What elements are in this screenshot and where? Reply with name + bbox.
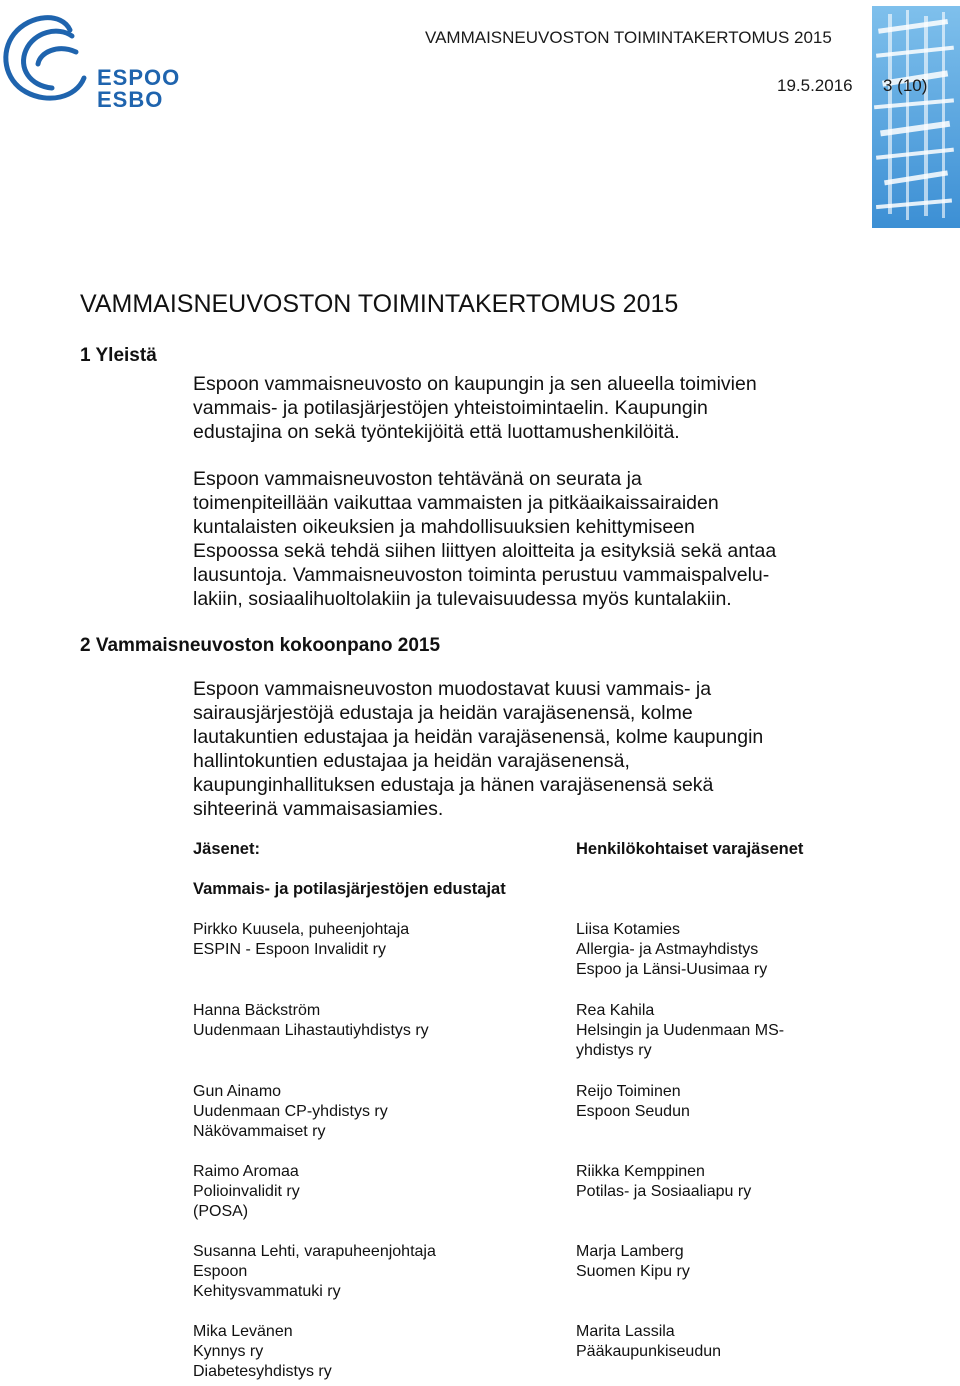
espoo-logo-icon bbox=[0, 8, 180, 108]
member-entry bbox=[193, 1322, 332, 1382]
document-title: VAMMAISNEUVOSTON TOIMINTAKERTOMUS 2015 bbox=[80, 290, 679, 318]
deputy-entry bbox=[576, 1082, 690, 1122]
text-line: edustajina on sekä työntekijöitä että luottamushenkilöitä. bbox=[193, 421, 680, 443]
member-organization: (POSA) bbox=[193, 1203, 249, 1220]
text-line: Espoon vammaisneuvoston muodostavat kuusi vammais- ja bbox=[193, 678, 712, 700]
text-line: lausuntoja. Vammaisneuvoston toiminta perustuu vammaispalvelu- bbox=[193, 564, 770, 586]
deputy-name: Riikka Kemppinen bbox=[576, 1163, 705, 1180]
deputy-organization: Potilas- ja Sosiaaliapu ry bbox=[576, 1183, 752, 1200]
text-line: Espoossa sekä tehdä siihen liittyen aloitteita ja esityksiä sekä antaa bbox=[193, 540, 777, 562]
deputy-name: Reijo Toiminen bbox=[576, 1083, 681, 1100]
text-line: sihteerinä vammaisasiamies. bbox=[193, 798, 444, 820]
member-entry bbox=[193, 1001, 429, 1041]
member-organization: Uudenmaan CP-yhdistys ry bbox=[193, 1103, 388, 1120]
section-heading-yleista: 1 Yleistä bbox=[80, 345, 157, 366]
deputy-name: Marja Lamberg bbox=[576, 1243, 684, 1260]
member-organization: Kynnys ry bbox=[193, 1343, 264, 1360]
member-organization: Kehitysvammatuki ry bbox=[193, 1283, 341, 1300]
deputy-entry bbox=[576, 1242, 690, 1282]
deputy-entry bbox=[576, 920, 767, 980]
deputy-organization: Pääkaupunkiseudun bbox=[576, 1343, 722, 1360]
member-name: Mika Levänen bbox=[193, 1323, 293, 1340]
deputy-entry bbox=[576, 1322, 721, 1362]
text-line: toimenpiteillään vaikuttaa vammaisten ja pitkäaikaissairaiden bbox=[193, 492, 719, 514]
header-date: 19.5.2016 bbox=[777, 76, 853, 95]
member-organization: Polioinvalidit ry bbox=[193, 1183, 300, 1200]
deputy-organization: Helsingin ja Uudenmaan MS- bbox=[576, 1022, 785, 1039]
deputy-entry bbox=[576, 1001, 784, 1061]
deputy-organization: Suomen Kipu ry bbox=[576, 1263, 690, 1280]
deputies-column-header: Henkilökohtaiset varajäsenet bbox=[576, 840, 804, 858]
header-document-title: VAMMAISNEUVOSTON TOIMINTAKERTOMUS 2015 bbox=[425, 28, 832, 47]
deputy-name: Liisa Kotamies bbox=[576, 921, 681, 938]
member-entry bbox=[193, 1082, 388, 1142]
text-line: lautakuntien edustajaa ja heidän varajäsenensä, kolme kaupungin bbox=[193, 726, 764, 748]
member-name: Pirkko Kuusela, puheenjohtaja bbox=[193, 921, 410, 938]
member-organization: Espoon bbox=[193, 1263, 248, 1280]
group-heading: Vammais- ja potilasjärjestöjen edustajat bbox=[193, 880, 506, 898]
text-line: hallintokuntien edustajaa ja heidän varajäsenensä, bbox=[193, 750, 630, 772]
member-organization: Diabetesyhdistys ry bbox=[193, 1363, 332, 1380]
member-organization: Näkövammaiset ry bbox=[193, 1123, 326, 1140]
member-entry bbox=[193, 1242, 436, 1302]
logo-text-espoo: ESPOO bbox=[97, 65, 180, 90]
header-page-number: 3 (10) bbox=[883, 76, 928, 95]
member-name: Hanna Bäckström bbox=[193, 1002, 321, 1019]
section-heading-kokoonpano: 2 Vammaisneuvoston kokoonpano 2015 bbox=[80, 635, 441, 656]
member-entry bbox=[193, 1162, 300, 1222]
text-line: kuntalaisten oikeuksien ja mahdollisuuksien kehittymiseen bbox=[193, 516, 695, 538]
member-organization: ESPIN - Espoon Invalidit ry bbox=[193, 941, 386, 958]
text-line: lakiin, sosiaalihuoltolakiin ja tulevaisuudessa myös kuntalakiin. bbox=[193, 588, 732, 610]
deputy-name: Marita Lassila bbox=[576, 1323, 675, 1340]
paragraph-yleista-2 bbox=[193, 467, 873, 611]
deputy-organization: Allergia- ja Astmayhdistys bbox=[576, 941, 759, 958]
decorative-pattern bbox=[872, 6, 960, 228]
members-column-header: Jäsenet: bbox=[193, 840, 260, 858]
text-line: sairausjärjestöjä edustaja ja heidän varajäsenensä, kolme bbox=[193, 702, 693, 724]
member-organization: Uudenmaan Lihastautiyhdistys ry bbox=[193, 1022, 429, 1039]
deputy-organization: Espoo ja Länsi-Uusimaa ry bbox=[576, 961, 768, 978]
member-name: Gun Ainamo bbox=[193, 1083, 282, 1100]
text-line: kaupunginhallituksen edustaja ja hänen varajäsenensä sekä bbox=[193, 774, 714, 796]
deputy-organization: Espoon Seudun bbox=[576, 1103, 690, 1120]
member-name: Susanna Lehti, varapuheenjohtaja bbox=[193, 1243, 436, 1260]
espoo-esbo-logo bbox=[0, 8, 180, 108]
deputy-name: Rea Kahila bbox=[576, 1002, 655, 1019]
text-line: Espoon vammaisneuvoston tehtävänä on seurata ja bbox=[193, 468, 642, 490]
text-line: Espoon vammaisneuvosto on kaupungin ja sen alueella toimivien bbox=[193, 373, 757, 395]
deputy-organization: yhdistys ry bbox=[576, 1042, 652, 1059]
logo-text-esbo: ESBO bbox=[97, 87, 164, 108]
text-line: vammais- ja potilasjärjestöjen yhteistoimintaelin. Kaupungin bbox=[193, 397, 708, 419]
member-entry bbox=[193, 920, 409, 960]
wave-pattern-icon bbox=[872, 6, 960, 228]
member-name: Raimo Aromaa bbox=[193, 1163, 299, 1180]
paragraph-kokoonpano bbox=[193, 677, 873, 821]
deputy-entry bbox=[576, 1162, 751, 1202]
paragraph-yleista-1 bbox=[193, 372, 873, 444]
